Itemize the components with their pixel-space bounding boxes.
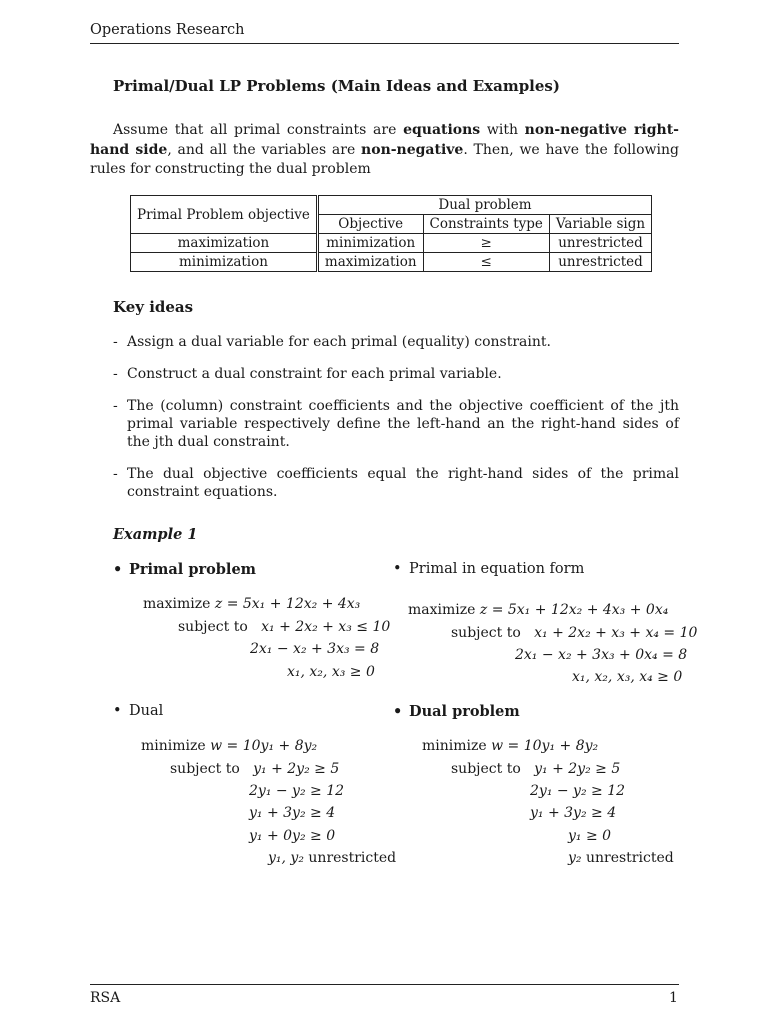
list-item-text: Construct a dual constraint for each primal variable. [127,366,502,382]
primal-dual-rules-table [130,195,652,272]
dual-problem-head-text: Dual problem [409,703,520,720]
primal-equation-form-heading [393,561,584,577]
list-item: - The dual objective coefficients equal the right-hand sides of the primal constraint equations. [113,466,679,500]
dual-constraint-4: y₁ + 0y₂ ≥ 0 [249,828,336,844]
objective-expr: z = 5x₁ + 12x₂ + 4x₃ [214,596,361,612]
subject-to-word: subject to [451,761,521,777]
primal-constraint-2: 2x₁ − x₂ + 3x₃ = 8 [250,641,380,657]
primal-eq-constraint-2: 2x₁ − x₂ + 3x₃ + 0x₄ = 8 [515,647,688,663]
primal-objective [143,596,360,612]
key-ideas-title: Key ideas [113,298,194,316]
table-header-row [131,196,652,215]
objective-word: minimize [422,738,487,754]
dual-problem-constraint-3: y₁ + 3y₂ ≥ 4 [530,805,617,821]
intro-paragraph [90,121,679,180]
primal-constraint-1 [178,619,390,635]
subheader-constraints-type: Constraints type [423,215,549,234]
page-number: 1 [669,990,678,1006]
subject-to-word: subject to [178,619,248,635]
objective-word: maximize [143,596,211,612]
list-item: - Assign a dual variable for each primal (equality) constraint. [113,334,551,350]
dual-heading [113,703,163,719]
constraint-expr: x₁ + 2x₂ + x₃ + x₄ = 10 [534,625,698,641]
objective-expr: z = 5x₁ + 12x₂ + 4x₃ + 0x₄ [479,602,669,618]
list-item: - The (column) constraint coefficients and the objective coefficient of the jth primal variable respectively define the left-hand an the right-hand sides of the jth dual constraint. [113,398,679,450]
bullet-dot: • [113,703,122,719]
objective-word: maximize [408,602,476,618]
table-cell: maximization [317,253,423,272]
key-ideas-list [113,333,679,515]
list-item-text: The (column) constraint coefficients and the objective coefficient of the jth primal variable respectively define the left-hand an the right-hand sides of the jth dual constraint. [127,398,679,450]
unrestricted-word: unrestricted [308,850,397,866]
dual-constraint-2: 2y₁ − y₂ ≥ 12 [249,783,345,799]
footer-author: RSA [90,990,121,1006]
footer-rule [90,984,679,985]
subheader-variable-sign: Variable sign [549,215,651,234]
dual-objective [141,738,317,754]
table-cell: ≥ [423,234,549,253]
subject-to-word: subject to [170,761,240,777]
intro-text-2: with [480,122,525,138]
objective-word: minimize [141,738,206,754]
primal-eq-head-text: Primal in equation form [409,561,585,577]
dual-constraint-1 [170,761,339,777]
dual-problem-constraint-2: 2y₁ − y₂ ≥ 12 [530,783,626,799]
table-cell: minimization [131,253,318,272]
intro-text-3: , and all the variables are [167,141,362,158]
constraint-expr: y₁ + 2y₂ ≥ 5 [253,761,340,777]
primal-problem-heading [113,561,256,578]
running-header: Operations Research [90,22,245,38]
constraint-expr: x₁ + 2x₂ + x₃ ≤ 10 [261,619,391,635]
bullet-dot: • [393,703,403,720]
table-cell: ≤ [423,253,549,272]
table-row [131,253,652,272]
objective-expr: w = 10y₁ + 8y₂ [491,738,599,754]
intro-text-4: . Then, we have the following rules for constructing the dual problem [90,141,679,177]
dual-head-text: Dual [129,703,164,719]
vars-expr: y₂ [568,850,582,866]
primal-constraint-3: x₁, x₂, x₃ ≥ 0 [287,664,375,680]
vars-expr: y₁, y₂ [268,850,304,866]
intro-bold-3: non-negative [361,141,464,158]
table-row [131,234,652,253]
header-rule [90,43,679,44]
unrestricted-word: unrestricted [585,850,674,866]
table-cell: maximization [131,234,318,253]
dual-constraint-3: y₁ + 3y₂ ≥ 4 [249,805,336,821]
objective-expr: w = 10y₁ + 8y₂ [210,738,318,754]
subheader-objective: Objective [317,215,423,234]
dual-problem-objective [422,738,598,754]
bullet-dot: • [393,561,402,577]
constraint-expr: y₁ + 2y₂ ≥ 5 [534,761,621,777]
primal-objective-header: Primal Problem objective [131,196,318,234]
bullet-dot: • [113,561,123,578]
primal-eq-objective [408,602,668,618]
table-cell: unrestricted [549,253,651,272]
table-cell: minimization [317,234,423,253]
primal-eq-constraint-1 [451,625,697,641]
list-item: - Construct a dual constraint for each primal variable. [113,366,502,382]
dual-problem-constraint-4: y₁ ≥ 0 [568,828,612,844]
list-item-text: Assign a dual variable for each primal (equality) constraint. [127,334,551,350]
intro-bold-2: non-negative right-hand side [90,122,679,158]
example-title: Example 1 [113,526,198,543]
list-item-text: The dual objective coefficients equal the right-hand sides of the primal constraint equations. [127,466,679,500]
dual-constraint-5 [268,850,396,866]
subject-to-word: subject to [451,625,521,641]
dual-problem-constraint-5 [568,850,674,866]
intro-bold-1: equations [403,122,481,138]
table-cell: unrestricted [549,234,651,253]
intro-text-1: Assume that all primal constraints are [113,122,404,138]
section-title: Primal/Dual LP Problems (Main Ideas and Examples) [113,77,560,95]
dual-problem-header: Dual problem [317,196,651,215]
dual-problem-constraint-1 [451,761,620,777]
dual-problem-heading [393,703,520,720]
primal-head-text: Primal problem [129,561,257,578]
primal-eq-constraint-3: x₁, x₂, x₃, x₄ ≥ 0 [572,669,683,685]
